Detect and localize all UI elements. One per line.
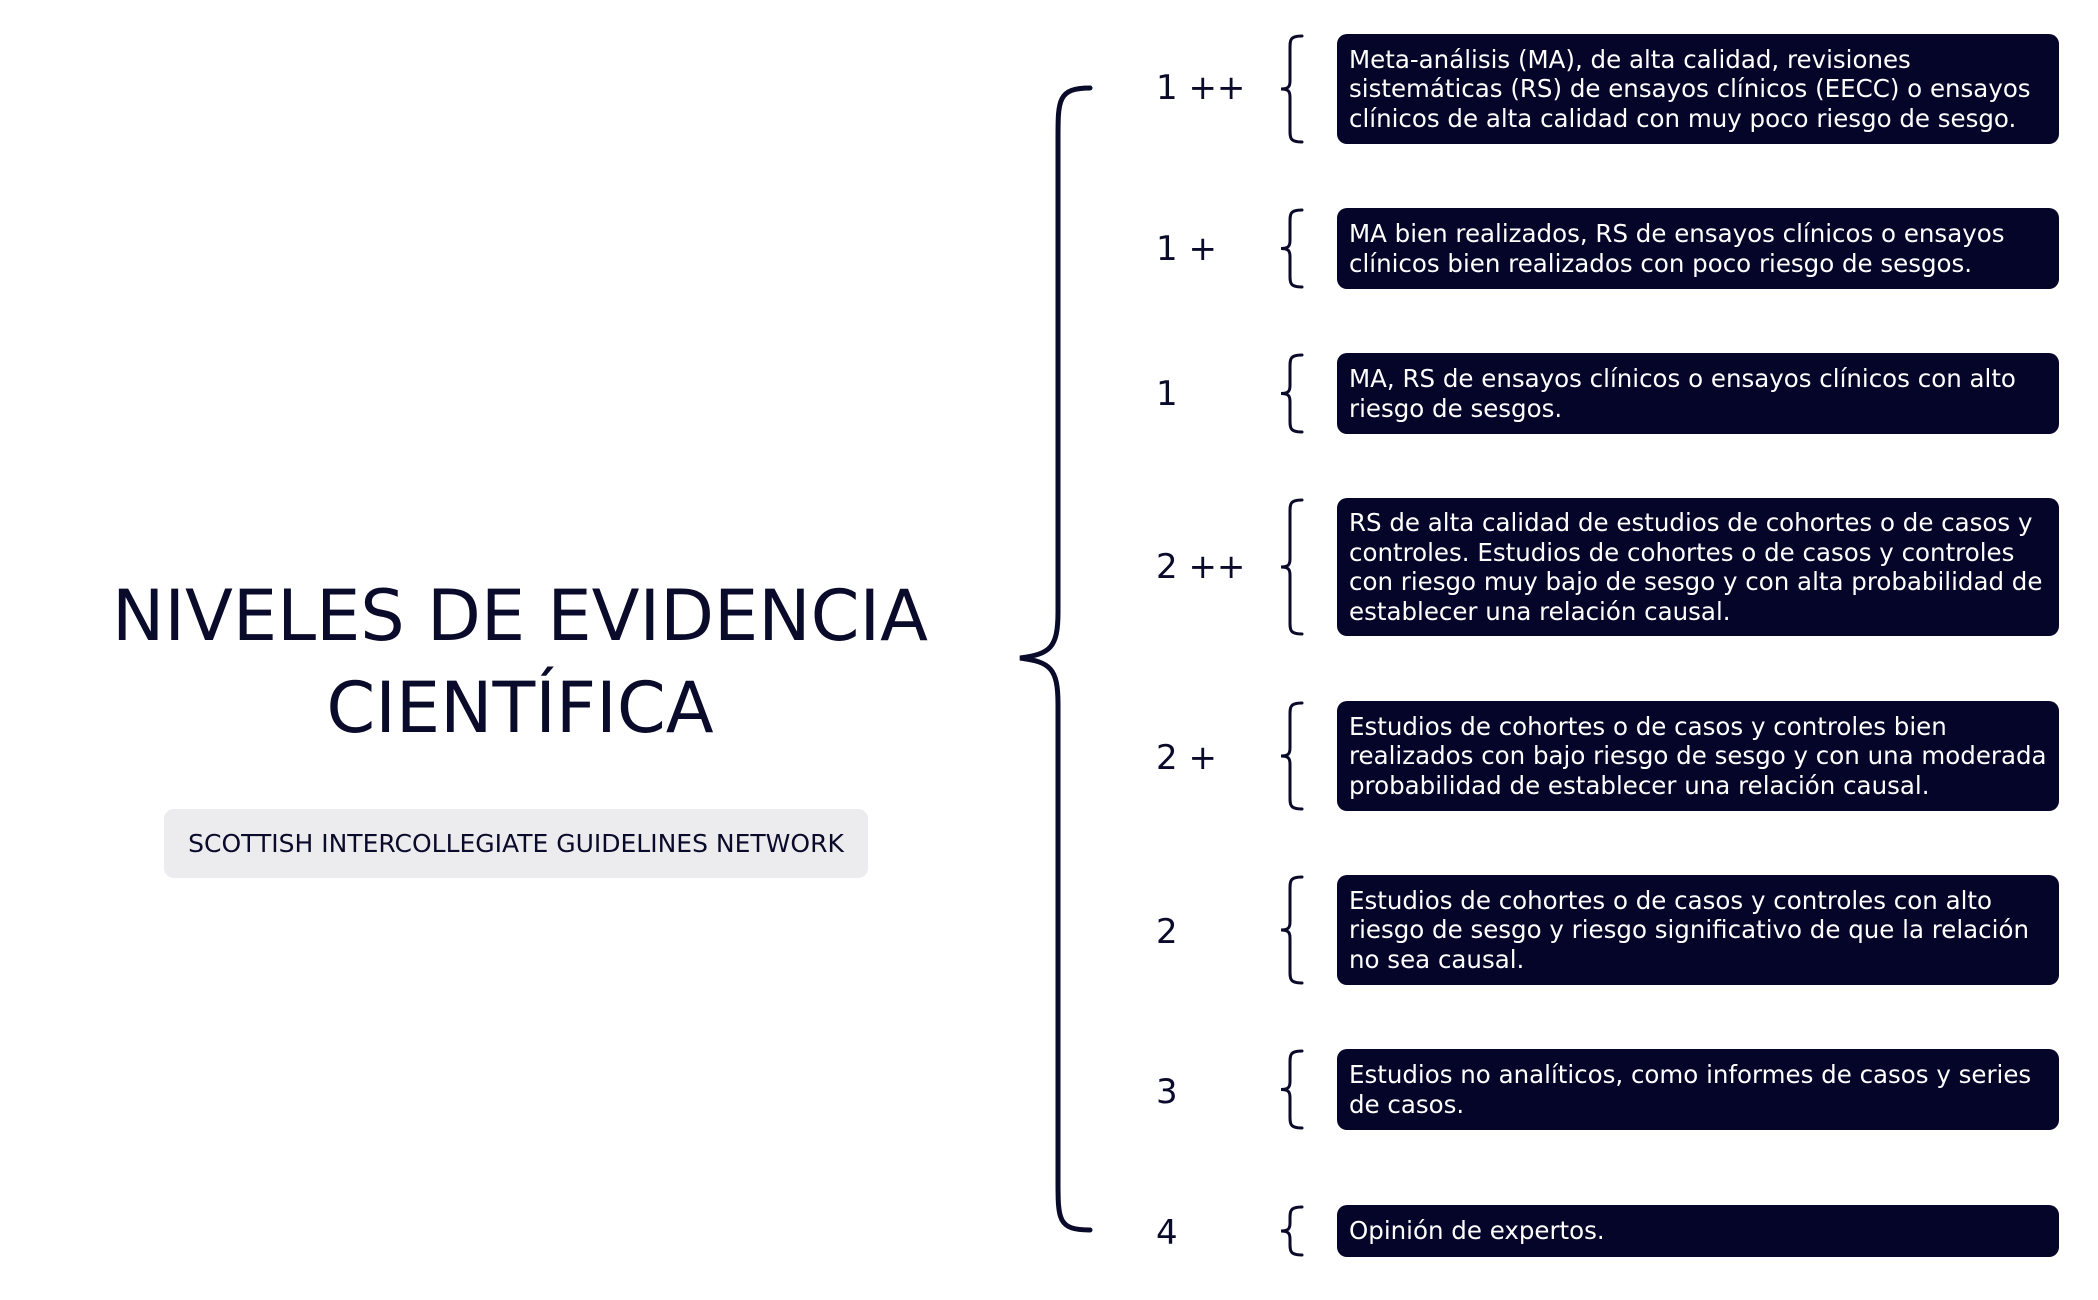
level-description-text: Meta-análisis (MA), de alta calidad, revisiones sistemáticas (RS) de ensayos clínicos (EECC) o ensayos clínicos de alta calidad con muy poco riesgo de sesgo. xyxy=(1349,44,2031,133)
level-description-text: Estudios no analíticos, como informes de casos y series de casos. xyxy=(1349,1060,2032,1119)
level-label: 2 xyxy=(1156,912,1178,952)
small-curly-brace xyxy=(1281,36,1302,142)
small-curly-brace xyxy=(1281,703,1302,809)
level-description-text: MA, RS de ensayos clínicos o ensayos clínicos con alto riesgo de sesgos. xyxy=(1349,364,2016,423)
level-description-box xyxy=(1337,1205,2059,1257)
main-curly-brace xyxy=(1020,88,1090,1230)
level-label: 3 xyxy=(1156,1072,1178,1112)
level-description-text: Estudios de cohortes o de casos y controles con alto riesgo de sesgo y riesgo significativo de que la relación no sea causal. xyxy=(1349,885,2029,974)
small-curly-brace xyxy=(1281,1051,1302,1128)
level-label: 1 xyxy=(1156,374,1178,414)
level-label: 2 + xyxy=(1156,738,1217,778)
small-curly-brace xyxy=(1281,1207,1302,1255)
page-title-line-2: CIENTÍFICA xyxy=(326,667,714,749)
level-label: 4 xyxy=(1156,1213,1178,1253)
level-description-box xyxy=(1337,701,2059,811)
level-label: 2 ++ xyxy=(1156,547,1246,587)
level-description-text: RS de alta calidad de estudios de cohortes o de casos y controles. Estudios de cohortes o de casos y controles con riesgo muy bajo de sesgo y con alta probabilidad de establecer una relación causal. xyxy=(1349,508,2043,626)
level-description-box xyxy=(1337,875,2059,985)
page-title-line-1: NIVELES DE EVIDENCIA xyxy=(111,575,929,657)
level-label: 1 + xyxy=(1156,229,1217,269)
level-description-box xyxy=(1337,353,2059,434)
level-description-box xyxy=(1337,34,2059,144)
level-description-box xyxy=(1337,208,2059,289)
small-curly-brace xyxy=(1281,877,1302,983)
level-description-text: Estudios de cohortes o de casos y controles bien realizados con bajo riesgo de sesgo y con una moderada probabilidad de establecer una relación causal. xyxy=(1349,711,2047,800)
page-title xyxy=(60,570,980,754)
level-description-box xyxy=(1337,1049,2059,1130)
level-description-text: MA bien realizados, RS de ensayos clínicos o ensayos clínicos bien realizados con poco riesgo de sesgos. xyxy=(1349,219,2005,278)
small-curly-brace xyxy=(1281,355,1302,432)
small-curly-brace xyxy=(1281,210,1302,287)
small-curly-brace xyxy=(1281,500,1302,634)
level-description-text: Opinión de expertos. xyxy=(1349,1216,1605,1246)
subtitle-badge: SCOTTISH INTERCOLLEGIATE GUIDELINES NETWORK xyxy=(164,809,868,878)
level-description-box xyxy=(1337,498,2059,636)
level-label: 1 ++ xyxy=(1156,68,1246,108)
